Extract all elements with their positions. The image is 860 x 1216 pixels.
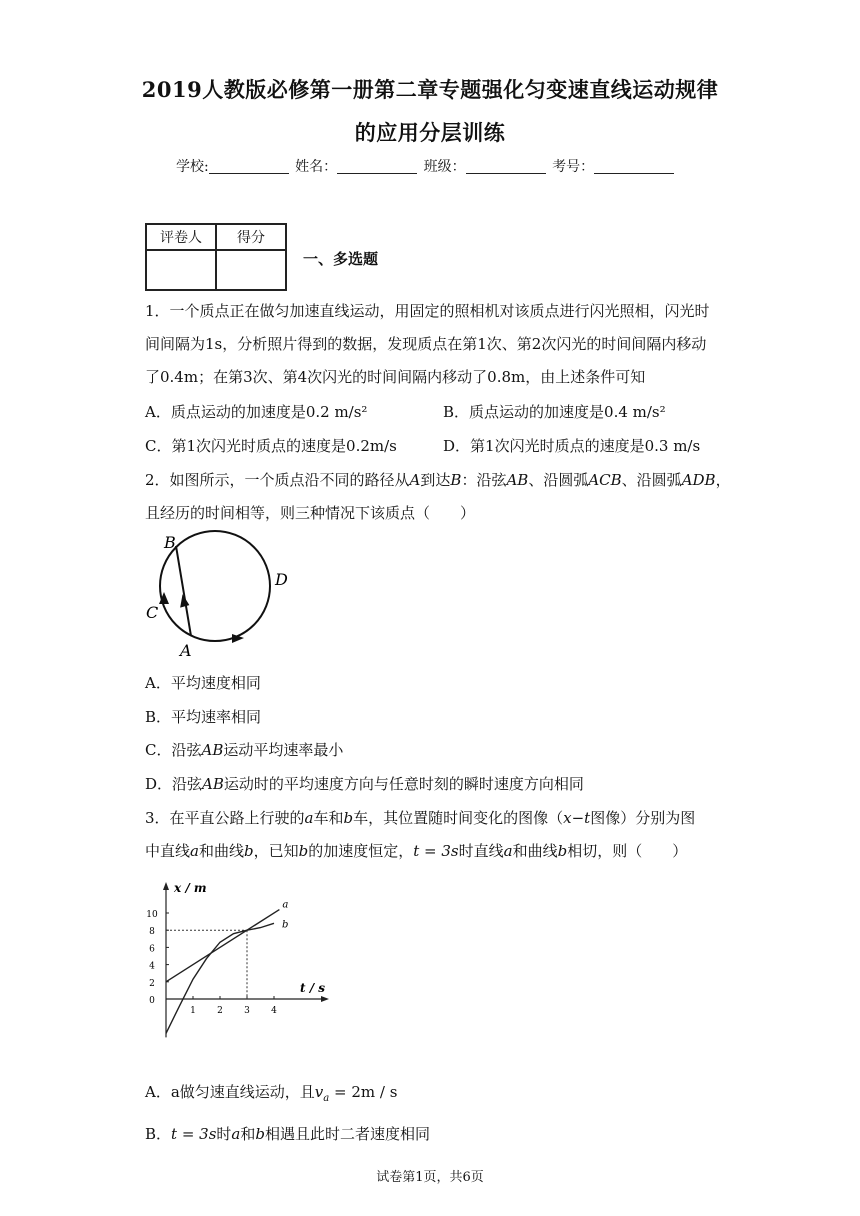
label-b: B bbox=[164, 533, 176, 552]
q3-option-b[interactable]: B．t = 3s时a和b相遇且此时二者速度相同 bbox=[145, 1125, 431, 1143]
q2-line2: 且经历的时间相等，则三种情况下该质点（ ） bbox=[145, 504, 476, 522]
y-tick-label-8: 8 bbox=[149, 927, 155, 938]
y-tick-label-2: 2 bbox=[149, 978, 155, 989]
q1-option-a[interactable]: A．质点运动的加速度是0.2 m/s² bbox=[145, 403, 368, 421]
grader-header: 评卷人 bbox=[146, 224, 216, 250]
x-tick-label-1: 1 bbox=[190, 1006, 196, 1016]
q2-option-a[interactable]: A．平均速度相同 bbox=[145, 674, 261, 692]
q1-option-d[interactable]: D．第1次闪光时质点的速度是0.3 m/s bbox=[443, 437, 701, 455]
series-a-line bbox=[166, 910, 279, 982]
series-a-label: a bbox=[282, 899, 289, 911]
q3-option-a[interactable]: A．a做匀速直线运动，且$v_a = 2m / s$ bbox=[145, 1083, 398, 1104]
y-tick-label-6: 6 bbox=[149, 944, 155, 955]
page-title-line2: 的应用分层训练 bbox=[354, 120, 506, 145]
series-b-label: b bbox=[282, 919, 289, 931]
x-tick-label-2: 2 bbox=[217, 1006, 223, 1016]
name-label: 姓名： bbox=[295, 159, 338, 175]
q1-option-b[interactable]: B．质点运动的加速度是0.4 m/s² bbox=[443, 403, 666, 421]
q2-option-d[interactable]: D．沿弦AB运动时的平均速度方向与任意时刻的瞬时速度方向相同 bbox=[145, 775, 584, 793]
q2-line1: 2．如图所示，一个质点沿不同的路径从A到达B：沿弦AB、沿圆弧ACB、沿圆弧ADB， bbox=[145, 471, 731, 489]
q1-line3: 了0.4m；在第3次、第4次闪光的时间间隔内移动了0.8m，由上述条件可知 bbox=[145, 368, 646, 386]
series-b-line bbox=[166, 923, 274, 1033]
q1-line2: 间间隔为1s，分析照片得到的数据，发现质点在第1次、第2次闪光的时间间隔内移动 bbox=[145, 335, 707, 353]
circle-path-diagram bbox=[142, 530, 302, 660]
x-tick-label-4: 4 bbox=[271, 1006, 277, 1016]
grader-cell[interactable] bbox=[146, 250, 216, 290]
score-table bbox=[145, 223, 287, 291]
class-label: 班级： bbox=[423, 159, 466, 175]
chord-ab bbox=[176, 546, 191, 636]
y-tick-label-4: 4 bbox=[149, 961, 155, 972]
y-tick-label-0: 0 bbox=[149, 996, 155, 1006]
student-info-row bbox=[176, 156, 676, 176]
exam-no-label: 考号： bbox=[552, 159, 595, 175]
school-label: 学校: bbox=[176, 159, 209, 175]
q2-option-c[interactable]: C．沿弦AB运动平均速率最小 bbox=[145, 741, 344, 759]
q3-line2: 中直线a和曲线b，已知b的加速度恒定，t = 3s时直线a和曲线b相切，则（ ） bbox=[145, 842, 688, 860]
label-d: D bbox=[275, 570, 288, 589]
y-axis-label: x / m bbox=[174, 881, 207, 895]
q3-line1: 3．在平直公路上行驶的a车和b车，其位置随时间变化的图像（x−t图像）分别为图 bbox=[145, 809, 696, 827]
score-header: 得分 bbox=[216, 224, 286, 250]
x-axis-arrow bbox=[321, 996, 329, 1002]
section-title: 一、多选题 bbox=[303, 250, 379, 268]
name-field[interactable] bbox=[337, 159, 417, 174]
label-a: A bbox=[180, 641, 192, 660]
xt-graph bbox=[140, 876, 330, 1058]
class-field[interactable] bbox=[466, 159, 546, 174]
x-tick-label-3: 3 bbox=[244, 1006, 250, 1016]
q2-option-b[interactable]: B．平均速率相同 bbox=[145, 708, 262, 726]
label-c: C bbox=[146, 603, 159, 622]
q1-option-c[interactable]: C．第1次闪光时质点的速度是0.2m/s bbox=[145, 437, 397, 455]
page-footer: 试卷第1页，共6页 bbox=[376, 1170, 484, 1185]
score-cell[interactable] bbox=[216, 250, 286, 290]
x-axis-label: t / s bbox=[300, 981, 326, 995]
y-axis-arrow bbox=[163, 882, 169, 890]
page-title-line1: 2019人教版必修第一册第二章专题强化匀变速直线运动规律 bbox=[141, 77, 719, 102]
y-tick-label-10: 10 bbox=[146, 910, 158, 920]
q1-line1: 1．一个质点正在做匀加速直线运动，用固定的照相机对该质点进行闪光照相，闪光时 bbox=[145, 302, 710, 320]
exam-no-field[interactable] bbox=[594, 159, 674, 174]
school-field[interactable] bbox=[209, 159, 289, 174]
